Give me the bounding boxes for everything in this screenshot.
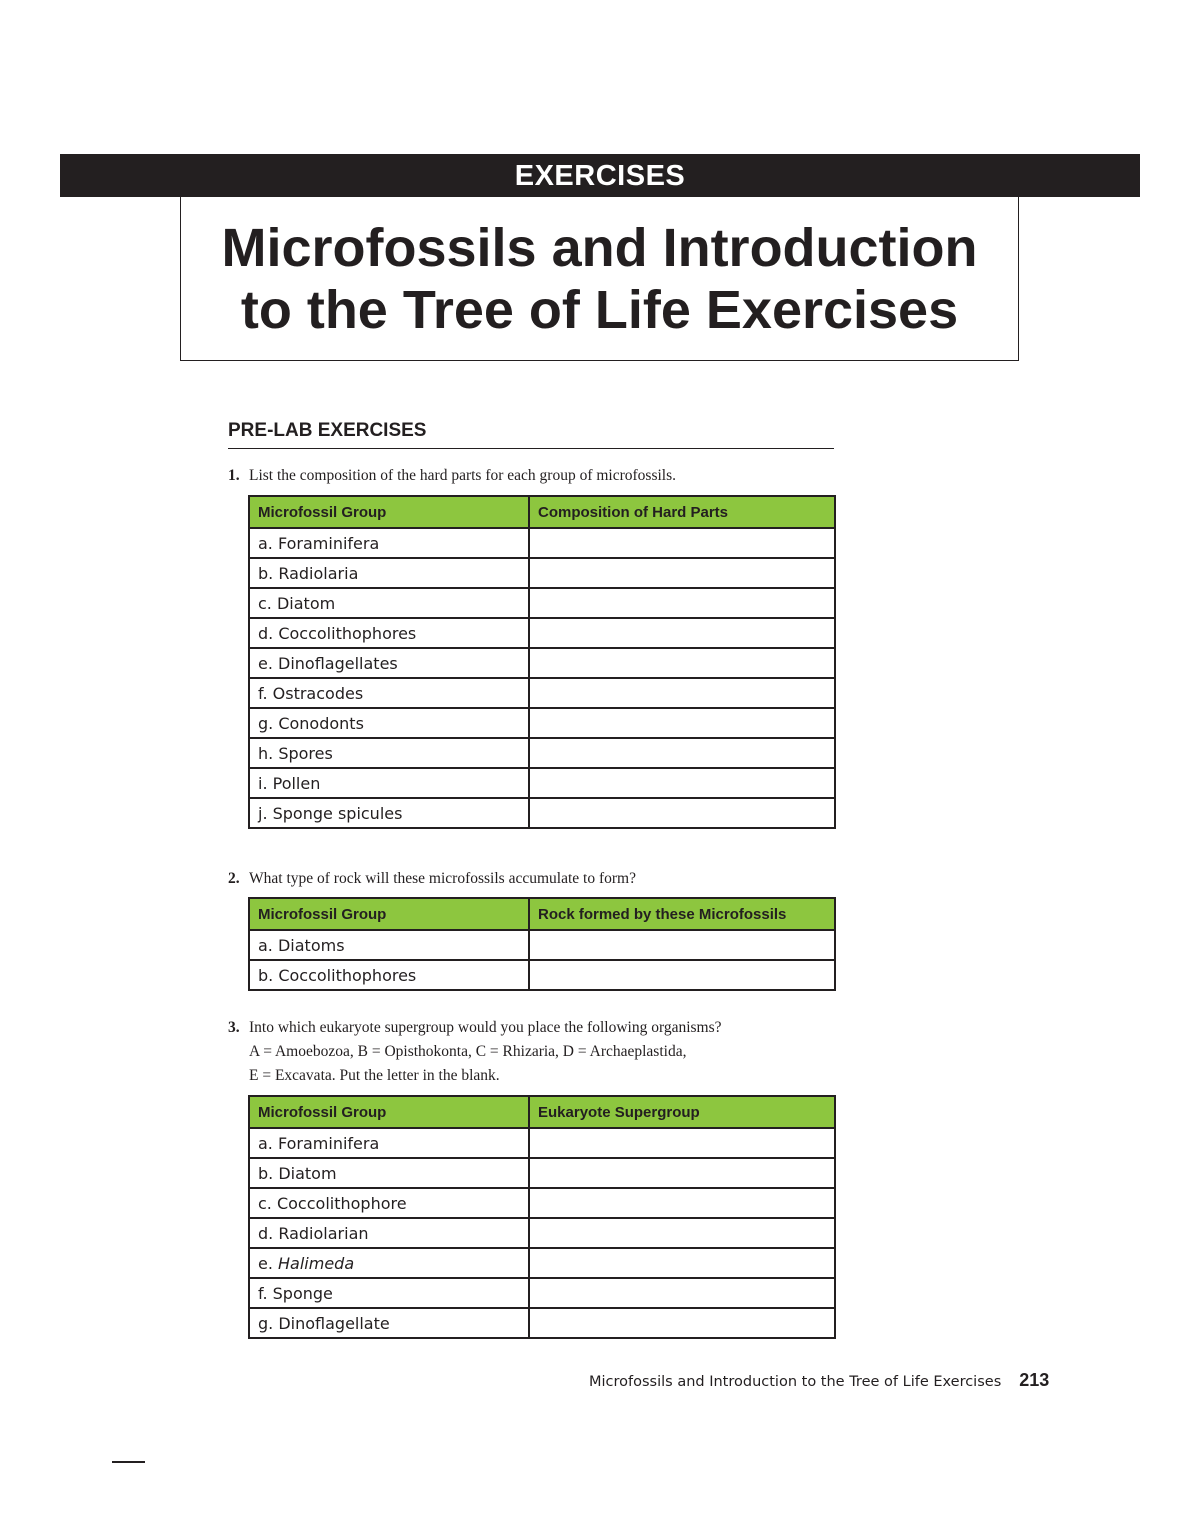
- table-row: [249, 558, 835, 588]
- row-label: a. Diatoms: [249, 930, 529, 960]
- table-header-row: [249, 1096, 835, 1128]
- table-row: [249, 960, 835, 990]
- column-header: Eukaryote Supergroup: [529, 1096, 835, 1128]
- table-supergroup: [248, 1095, 836, 1339]
- answer-cell[interactable]: [529, 798, 835, 828]
- table-rock-formed: [248, 897, 836, 991]
- question-number: 1.: [228, 467, 240, 484]
- answer-cell[interactable]: [529, 588, 835, 618]
- answer-cell[interactable]: [529, 558, 835, 588]
- column-header: Microfossil Group: [249, 496, 529, 528]
- question-text: List the composition of the hard parts for each group of microfossils.: [249, 467, 677, 484]
- table-row: [249, 930, 835, 960]
- running-title: Microfossils and Introduction to the Tree of Life Exercises: [589, 1374, 1002, 1390]
- row-italic-name: Halimeda: [278, 1253, 355, 1273]
- row-label: g. Dinoflagellate: [249, 1308, 529, 1338]
- answer-cell[interactable]: [529, 960, 835, 990]
- page-title-line-2: to the Tree of Life Exercises: [240, 280, 959, 340]
- exercises-banner: EXERCISES: [60, 154, 1140, 197]
- row-label: a. Foraminifera: [249, 1128, 529, 1158]
- row-label: c. Diatom: [249, 588, 529, 618]
- question-text: Into which eukaryote supergroup would you place the following organisms?: [249, 1019, 722, 1036]
- table-row: [249, 1188, 835, 1218]
- row-label: h. Spores: [249, 738, 529, 768]
- column-header: Rock formed by these Microfossils: [529, 898, 835, 930]
- row-label: g. Conodonts: [249, 708, 529, 738]
- answer-cell[interactable]: [529, 1158, 835, 1188]
- question-text: What type of rock will these microfossils accumulate to form?: [249, 870, 636, 887]
- answer-cell[interactable]: [529, 1128, 835, 1158]
- answer-cell[interactable]: [529, 1278, 835, 1308]
- table-hard-parts: [248, 495, 836, 829]
- answer-cell[interactable]: [529, 618, 835, 648]
- question-1: [228, 464, 676, 488]
- title-box: [180, 197, 1019, 361]
- row-label: i. Pollen: [249, 768, 529, 798]
- row-label: d. Radiolarian: [249, 1218, 529, 1248]
- row-label: f. Ostracodes: [249, 678, 529, 708]
- table-row: [249, 768, 835, 798]
- row-label: j. Sponge spicules: [249, 798, 529, 828]
- question-text-line-2: A = Amoebozoa, B = Opisthokonta, C = Rhizaria, D = Archaeplastida,: [249, 1043, 687, 1060]
- table-row: [249, 618, 835, 648]
- answer-cell[interactable]: [529, 678, 835, 708]
- answer-cell[interactable]: [529, 1188, 835, 1218]
- question-2: [228, 867, 636, 891]
- row-label: [249, 1248, 529, 1278]
- page-title-line-1: Microfossils and Introduction: [221, 218, 978, 278]
- table-header-row: [249, 898, 835, 930]
- section-heading: PRE-LAB EXERCISES: [228, 418, 834, 449]
- row-label: b. Radiolaria: [249, 558, 529, 588]
- table-row: [249, 1218, 835, 1248]
- row-label: e. Dinoflagellates: [249, 648, 529, 678]
- column-header: Microfossil Group: [249, 1096, 529, 1128]
- answer-cell[interactable]: [529, 768, 835, 798]
- table-row: [249, 1128, 835, 1158]
- row-label: c. Coccolithophore: [249, 1188, 529, 1218]
- table-row: [249, 1308, 835, 1338]
- row-label: d. Coccolithophores: [249, 618, 529, 648]
- margin-rule: [112, 1461, 145, 1463]
- table-row: [249, 1278, 835, 1308]
- row-label: b. Coccolithophores: [249, 960, 529, 990]
- table-row: [249, 738, 835, 768]
- question-number: 3.: [228, 1019, 240, 1036]
- question-number: 2.: [228, 870, 240, 887]
- answer-cell[interactable]: [529, 738, 835, 768]
- row-label: f. Sponge: [249, 1278, 529, 1308]
- answer-cell[interactable]: [529, 708, 835, 738]
- table-row: [249, 1158, 835, 1188]
- page-number: 213: [1019, 1370, 1050, 1390]
- row-letter: e.: [258, 1253, 279, 1273]
- table-row: [249, 708, 835, 738]
- table-row: [249, 1248, 835, 1278]
- answer-cell[interactable]: [529, 528, 835, 558]
- row-label: a. Foraminifera: [249, 528, 529, 558]
- column-header: Microfossil Group: [249, 898, 529, 930]
- column-header: Composition of Hard Parts: [529, 496, 835, 528]
- table-header-row: [249, 496, 835, 528]
- question-text-line-3: E = Excavata. Put the letter in the blank.: [249, 1067, 500, 1084]
- answer-cell[interactable]: [529, 1308, 835, 1338]
- table-row: [249, 528, 835, 558]
- answer-cell[interactable]: [529, 648, 835, 678]
- table-row: [249, 588, 835, 618]
- table-row: [249, 648, 835, 678]
- answer-cell[interactable]: [529, 930, 835, 960]
- question-3: [228, 1016, 722, 1088]
- row-label: b. Diatom: [249, 1158, 529, 1188]
- table-row: [249, 678, 835, 708]
- page-footer: [589, 1368, 1079, 1394]
- answer-cell[interactable]: [529, 1218, 835, 1248]
- table-row: [249, 798, 835, 828]
- answer-cell[interactable]: [529, 1248, 835, 1278]
